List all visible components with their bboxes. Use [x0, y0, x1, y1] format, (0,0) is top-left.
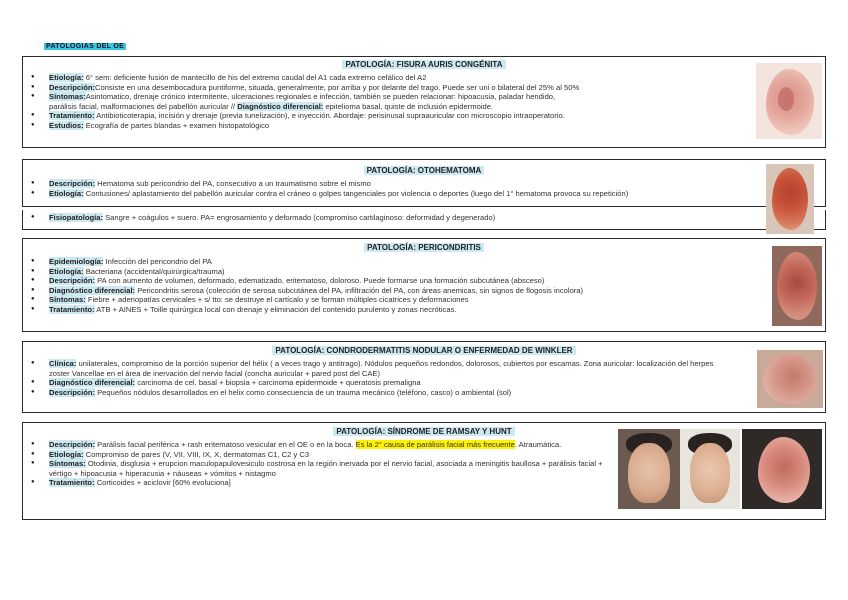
fisura-ear-photo — [756, 63, 822, 139]
section-title: PATOLOGÍA: CONDRODERMATITIS NODULAR O ENFERMEDAD DE WINKLER — [23, 346, 825, 355]
list-item: ● Diagnóstico diferencial: carcinoma de cel. basal + biopsia + carcinoma epidermoide + queratosis premaligna — [31, 378, 731, 388]
list-item: ● Etiología: Compromiso de pares (V, VII, VIII, IX, X, dermatomas C1, C2 y C3 — [31, 450, 621, 460]
page-header: PATOLOGIAS DEL OE — [46, 43, 125, 50]
section-title: PATOLOGÍA: SÍNDROME DE RAMSAY Y HUNT — [23, 427, 825, 436]
pericondritis-ear-photo — [772, 246, 822, 326]
list-item: ● Síntomas:Asintomatico, drenaje crónico intermitente, ulceraciones regionales e infección, también se pueden relacionar: hipoacusia, paladar hendido, parálisis facial, malformaciones del pabellón auricular // Diagnóstico diferencial: epitelioma basal, quiste de inclusión epidermoide. — [31, 92, 579, 111]
list-item: ● Tratamiento: Corticoides + aciclovir [60% evoluciona] — [31, 478, 621, 488]
list-item: ● Descripción:Consiste en una desembocadura puntiforme, situada, generalmente, por arriba y por delante del trago. Puede ser uni o bilateral del 25% al 50% — [31, 83, 579, 93]
section-otohematoma-cont — [22, 210, 826, 230]
section-fisura-auris — [22, 56, 826, 148]
list-item: ● Tratamiento: ATB + AINES + Toille quirúrgica local con drenaje y eliminación del contenido purulento y zonas necróticas. — [31, 305, 583, 315]
list-item: ● Etiología: 6° sem: deficiente fusión de mantecillo de his del extremo caudal del A1 cada extremo cefálico del A2 — [31, 73, 579, 83]
list-item: ● Etiología: Bacteriana (accidental/quirúrgica/trauma) — [31, 267, 583, 277]
list-item: ● Tratamiento: Antibioticoterapia, incisión y drenaje (previa tunelización), e inyección. Abordaje: perisinusal supraauricular con microscopio intraoperatorio. — [31, 111, 579, 121]
list-item: ● Síntomas: Fiebre + adenopatías cervicales + s/ tto: se destruye el cartícalo y se forman múltiples cicatrices y deformaciones — [31, 295, 583, 305]
section-title: PATOLOGÍA: PERICONDRITIS — [23, 243, 825, 252]
section-winkler — [22, 341, 826, 413]
list-item: ● Descripción: PA con aumento de volumen, deformado, edematizado, eritematoso, doloroso. Puede formarse una formación subcutánea (absceso) — [31, 276, 583, 286]
section-ramsay-hunt — [22, 422, 826, 520]
list-item: ● Clínica: unilaterales, compromiso de la porción superior del hélix ( a veces trago y antitrago). Nódulos pequeños redondos, dolorosos, cubiertos por escamas. Zona auricular: localización del herpes zoster Vancellae en el área de inervación del nervio facial (concha auricular + pared post del CAE) — [31, 359, 731, 378]
list-item: ● Descripción: Hematoma sub pericondrio del PA, consecutivo a un traumatismo sobre el mismo — [31, 179, 781, 189]
ramsay-face-photo-1 — [618, 429, 680, 509]
ramsay-face-photo-2 — [680, 429, 740, 509]
ramsay-ear-photo — [742, 429, 822, 509]
highlighted-text: Es la 2° causa de parálisis facial más frecuente — [355, 440, 515, 449]
list-item: ● Descripción: Parálisis facial periférica + rash eritematoso vesicular en el OE o en la boca. Es la 2° causa de parálisis facial más frecuente. Atraumática. — [31, 440, 621, 450]
list-item: ● Estudios: Ecografía de partes blandas + examen histopatológico — [31, 121, 579, 131]
list-item: ● Síntomas: Otodinia, disglusia + erupcion maculopapulovesiculo costrosa en la región inervada por el nervio facial, asociada a meningitis baullosa + parálisis facial + vértigo + hipoacusia + hiperacusia + náuseas + vómitos + nistagmo — [31, 459, 621, 478]
section-title: PATOLOGÍA: OTOHEMATOMA — [23, 166, 825, 175]
section-otohematoma — [22, 159, 826, 207]
winkler-ear-photo — [757, 350, 823, 408]
section-title: PATOLOGÍA: FISURA AURIS CONGÉNITA — [23, 60, 825, 69]
list-item: ● Diagnóstico diferencial: Pericondritis serosa (colección de serosa subcutánea del PA, infiltración del PA, con áreas anemicas, sin signos de flogosis incolora) — [31, 286, 583, 296]
list-item: ● Epidemiología: Infección del pericondrio del PA — [31, 257, 583, 267]
list-item: ● Fisiopatología: Sangre + coágulos + suero. PA= engrosamiento y deformado (compromiso cartilaginoso: deformidad y degenerado) — [31, 213, 495, 223]
list-item: ● Etiología: Contusiones/ aplastamiento del pabellón auricular contra el cráneo o golpes tangenciales por violencia o deportes (luego del 1° hematoma provoca su repetición) — [31, 189, 781, 199]
section-pericondritis — [22, 238, 826, 332]
list-item: ● Descripción: Pequeños nódulos desarrollados en el helix como consecuencia de un trauma mecánico (teléfono, casco) o ambiental (sol) — [31, 388, 731, 398]
otohematoma-ear-photo — [766, 164, 814, 234]
